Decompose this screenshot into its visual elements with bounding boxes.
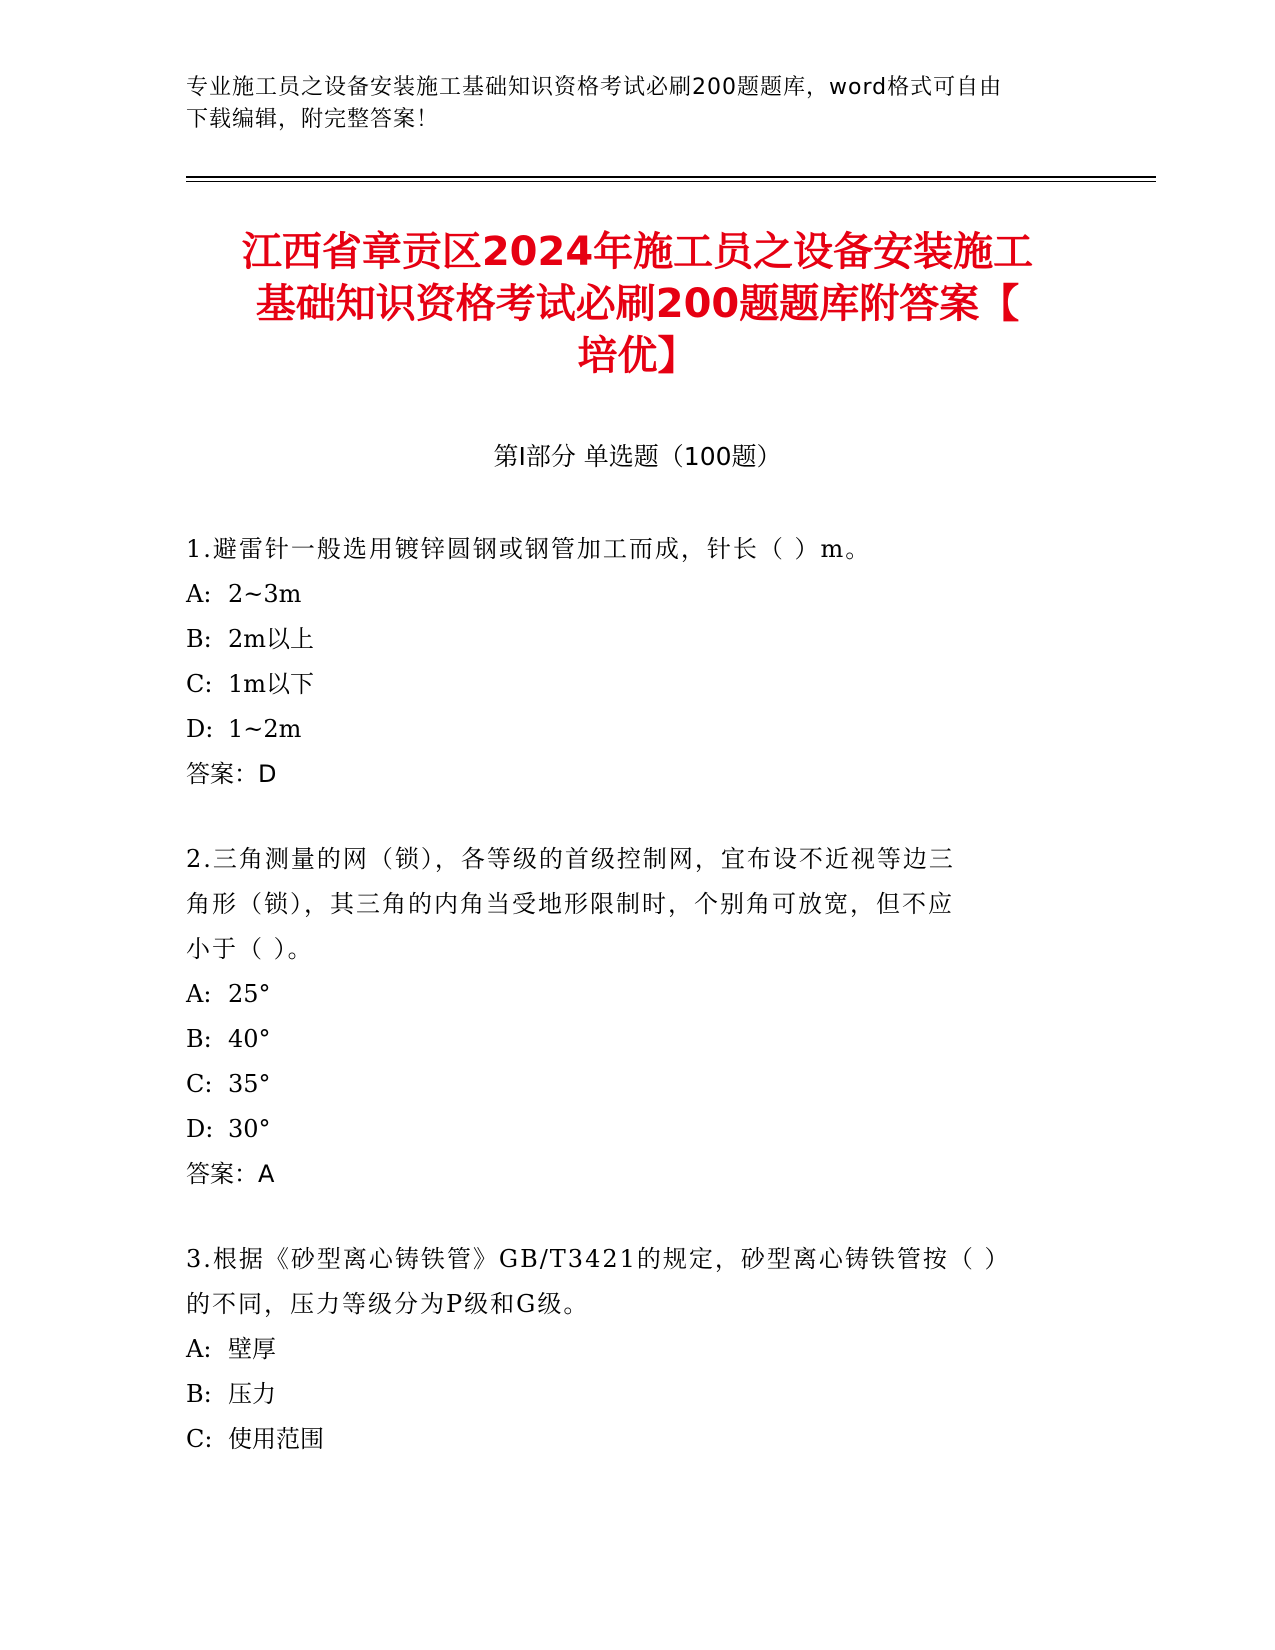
question-text (186, 837, 1066, 972)
option-text: 30° (228, 1115, 271, 1143)
option-text: 压力 (228, 1380, 276, 1408)
option-label: A: (186, 980, 212, 1008)
header-divider-thin (186, 181, 1156, 182)
document-title (150, 226, 1125, 382)
question-block (186, 1237, 1066, 1462)
option-text: 35° (228, 1070, 271, 1098)
section-title: 第Ⅰ部分 单选题（100题） (493, 442, 782, 471)
title-line: 培优】 (577, 333, 698, 379)
option-b (186, 1017, 1066, 1062)
option-label: D: (186, 1115, 214, 1143)
option-label: C: (186, 1070, 213, 1098)
option-c (186, 662, 1066, 707)
option-a (186, 1327, 1066, 1372)
answer-text: 答案：A (186, 1160, 275, 1188)
header-note-line: 专业施工员之设备安装施工基础知识资格考试必刷200题题库，word格式可自由 (186, 75, 1003, 100)
option-d (186, 1107, 1066, 1152)
question-text-line: 角形（锁），其三角的内角当受地形限制时，个别角可放宽，但不应 (186, 890, 954, 918)
question-text-line: 的不同，压力等级分为P级和G级。 (186, 1290, 590, 1318)
answer-text: 答案：D (186, 760, 277, 788)
option-label: D: (186, 715, 214, 743)
option-text: 40° (228, 1025, 271, 1053)
option-text: 2m以上 (228, 625, 315, 653)
option-text: 使用范围 (228, 1425, 324, 1453)
question-list (186, 527, 1066, 1502)
question-text (186, 527, 1066, 572)
option-label: B: (186, 625, 212, 653)
option-c (186, 1062, 1066, 1107)
question-text-line: 2.三角测量的网（锁），各等级的首级控制网，宜布设不近视等边三 (186, 845, 955, 873)
option-a (186, 572, 1066, 617)
option-label: C: (186, 1425, 213, 1453)
question-text-line: 小于（ ）。 (186, 935, 314, 963)
option-label: C: (186, 670, 213, 698)
question-text (186, 1237, 1066, 1327)
option-b (186, 617, 1066, 662)
header-note (186, 72, 1066, 136)
question-text-line: 1.避雷针一般选用镀锌圆钢或钢管加工而成，针长（ ）m。 (186, 535, 872, 563)
title-line: 江西省章贡区2024年施工员之设备安装施工 (241, 229, 1034, 275)
option-text: 2~3m (228, 580, 302, 608)
header-note-line: 下载编辑，附完整答案！ (186, 107, 440, 132)
option-text: 25° (228, 980, 271, 1008)
header-divider-thick (186, 176, 1156, 178)
option-b (186, 1372, 1066, 1417)
question-block (186, 837, 1066, 1197)
option-text: 1m以下 (228, 670, 315, 698)
title-line: 基础知识资格考试必刷200题题库附答案【 (255, 281, 1020, 327)
option-c (186, 1417, 1066, 1462)
option-d (186, 707, 1066, 752)
option-label: A: (186, 580, 212, 608)
question-block (186, 527, 1066, 797)
option-text: 壁厚 (228, 1335, 276, 1363)
option-label: B: (186, 1380, 212, 1408)
question-text-line: 3.根据《砂型离心铸铁管》GB/T3421的规定，砂型离心铸铁管按（ ） (186, 1245, 1011, 1273)
option-a (186, 972, 1066, 1017)
option-label: A: (186, 1335, 212, 1363)
option-label: B: (186, 1025, 212, 1053)
option-text: 1~2m (228, 715, 302, 743)
